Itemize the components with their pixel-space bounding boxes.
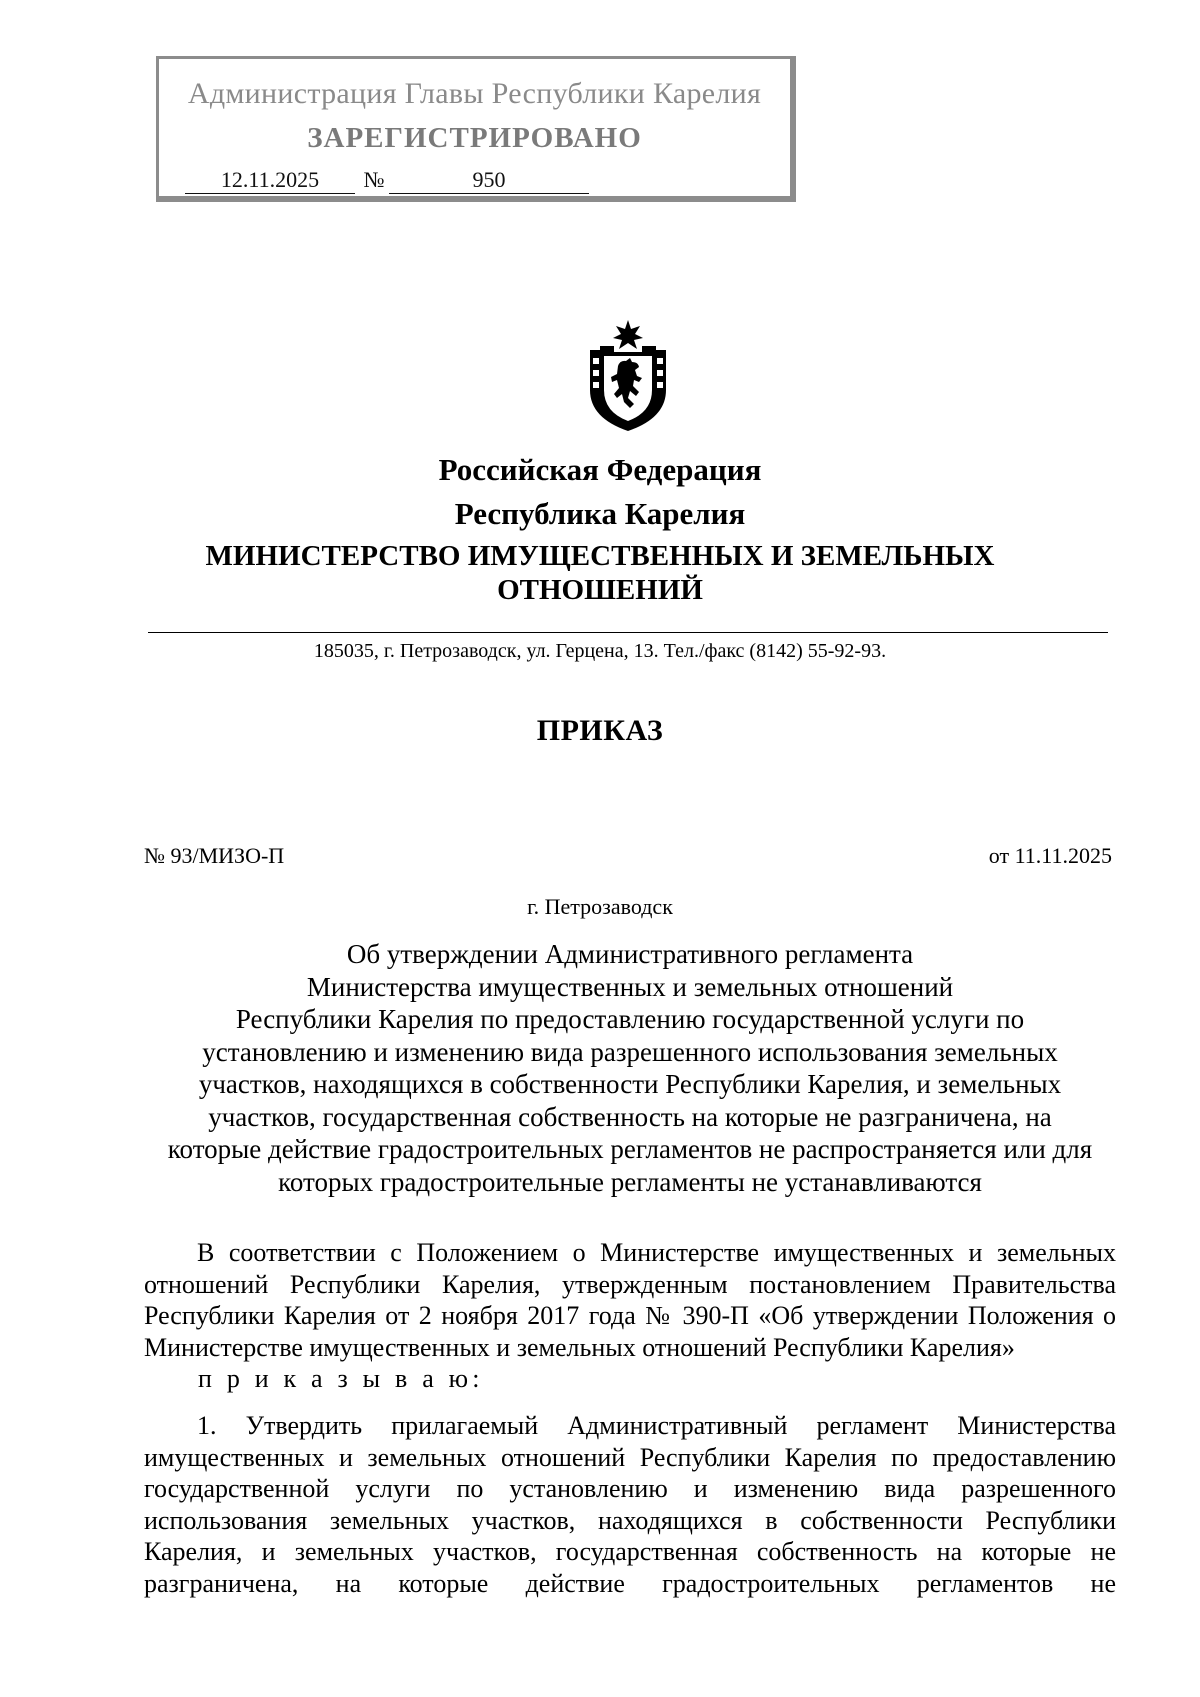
header-ministry: МИНИСТЕРСТВО ИМУЩЕСТВЕННЫХ И ЗЕМЕЛЬНЫХ: [205, 540, 995, 572]
order-city: г. Петрозаводск: [527, 894, 673, 919]
header-republic: Республика Карелия: [454, 496, 746, 531]
title-line: Об утверждении Административного регламента: [346, 939, 914, 969]
order-date: от 11.11.2025: [988, 843, 1112, 868]
header-ministry-cont: ОТНОШЕНИЙ: [497, 574, 703, 606]
title-line: участков, находящихся в собственности Республики Карелия, и земельных: [198, 1069, 1062, 1099]
emblem-star: [613, 320, 643, 349]
order-title: [140, 938, 1120, 1198]
stamp-registered-label: ЗАРЕГИСТРИРОВАНО: [307, 122, 642, 154]
header-country: Российская Федерация: [438, 452, 762, 487]
document-type: ПРИКАЗ: [536, 714, 664, 747]
stamp-number: 950: [389, 169, 589, 194]
title-line: Министерства имущественных и земельных отношений: [306, 971, 954, 1002]
preamble-paragraph: В соответствии с Положением о Министерстве имущественных и земельных отношений Республики Карелия, утвержденным постановлением Правительства Республики Карелия от 2 ноября 2017 года № 390-П «Об утверждении Положения о Министерстве имущественных и земельных отношений Республики Карелия»: [144, 1238, 1116, 1362]
title-line: установлению и изменению вида разрешенного использования земельных: [202, 1036, 1058, 1067]
item-1-paragraph: 1. Утвердить прилагаемый Административный регламент Министерства имущественных и земельных отношений Республики Карелия по предоставлению государственной услуги по установлению и изменению вида разрешенного использования земельных участков, находящихся в собственности Республики Карелия, и земельных участков, государственная собственность на которые не разграничена, на которые действие градостроительных регламентов не: [144, 1411, 1116, 1598]
orders-word: п р и к а з ы в а ю:: [198, 1364, 484, 1393]
title-line: Республики Карелия по предоставлению государственной услуги по: [235, 1004, 1025, 1034]
header-address: 185035, г. Петрозаводск, ул. Герцена, 13. Тел./факс (8142) 55-92-93.: [313, 640, 887, 662]
header-divider: [148, 632, 1108, 633]
title-line: которые действие градостроительных регламентов не распространяется или для: [167, 1134, 1093, 1164]
stamp-number-sign: №: [363, 167, 385, 192]
stamp-authority: Администрация Главы Республики Карелия: [187, 77, 762, 110]
karelia-coat-of-arms-icon: [584, 320, 672, 432]
order-number: № 93/МИЗО-П: [144, 843, 285, 868]
title-line: которых градостроительные регламенты не устанавливаются: [278, 1166, 982, 1197]
title-line: участков, государственная собственность на которые не разграничена, на: [208, 1101, 1052, 1132]
registration-stamp: [156, 56, 796, 202]
stamp-date: 12.11.2025: [185, 169, 355, 194]
